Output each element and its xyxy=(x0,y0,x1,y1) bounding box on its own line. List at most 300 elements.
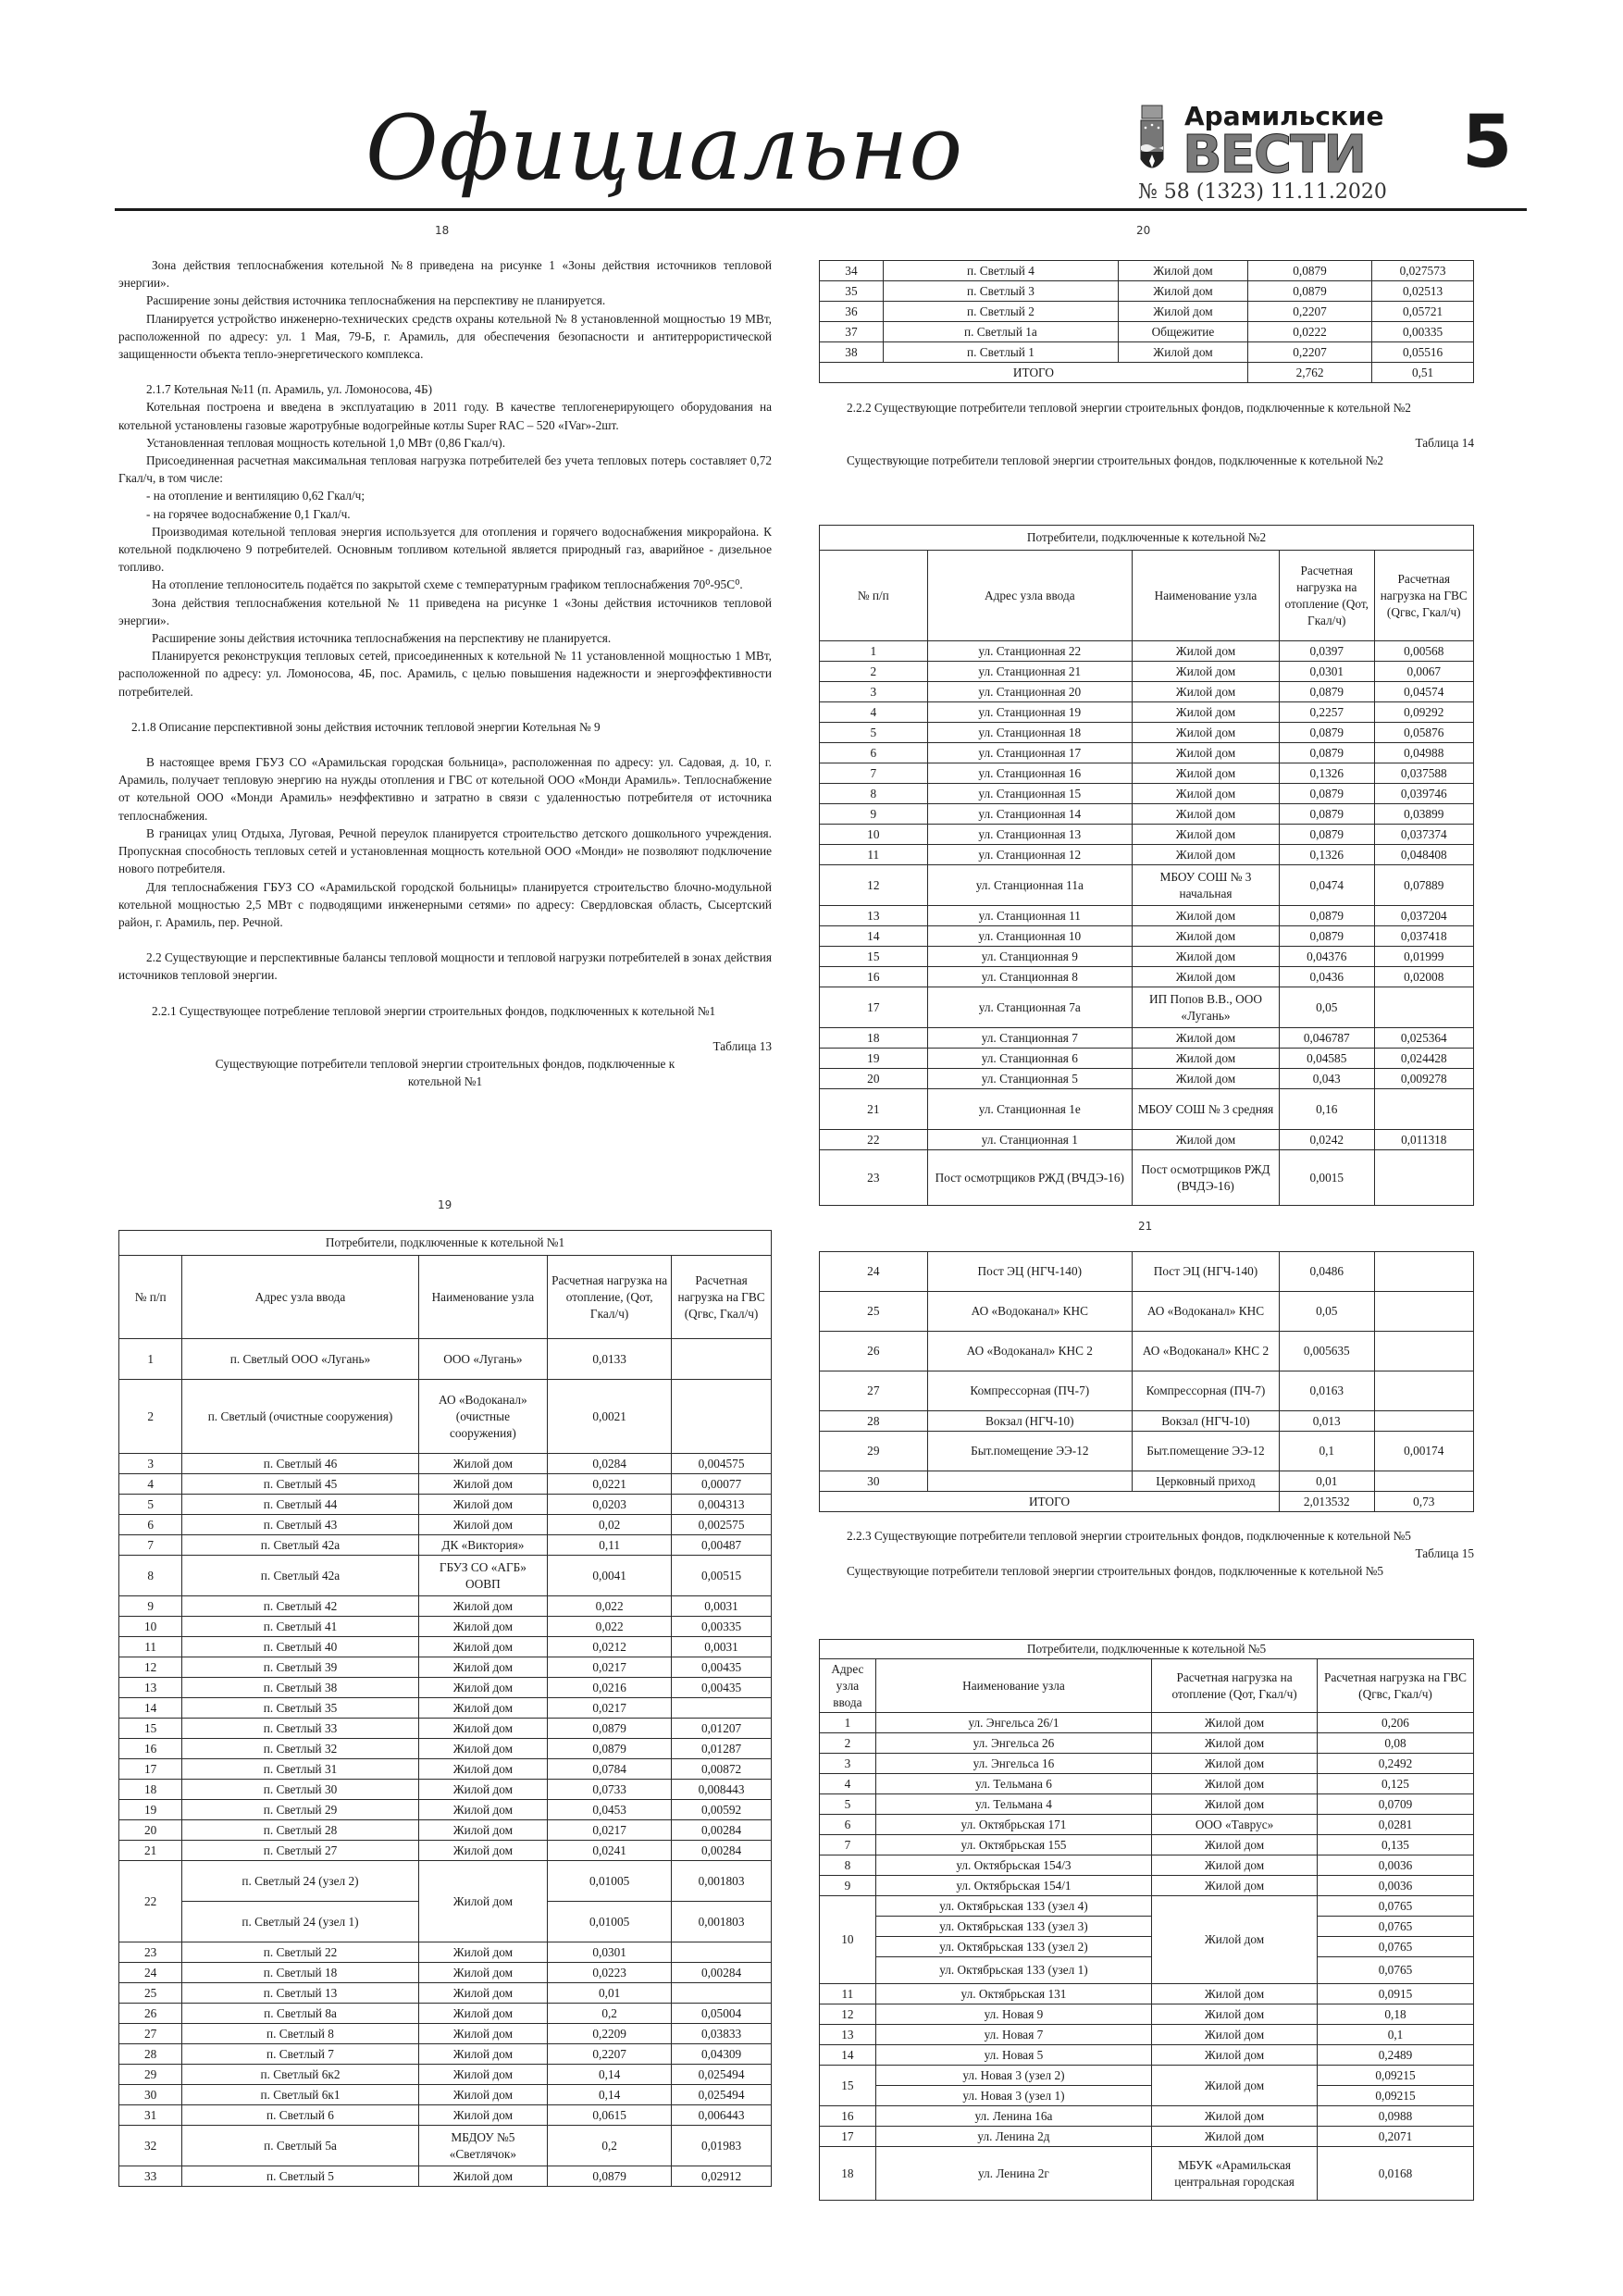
column-header: Расчетная нагрузка на ГВС (Qгвс, Гкал/ч) xyxy=(672,1256,772,1339)
table-row xyxy=(119,1841,772,1861)
row-number: 22 xyxy=(820,1130,928,1150)
table-row xyxy=(119,1657,772,1678)
address-cell: ул. Энгельса 16 xyxy=(875,1754,1151,1774)
node-name-cell: Жилой дом xyxy=(1152,2004,1318,2025)
heating-load-cell: 0,0879 xyxy=(548,1719,672,1739)
address-cell: ул. Станционная 20 xyxy=(927,682,1132,702)
address-cell: ул. Станционная 16 xyxy=(927,763,1132,784)
address-cell: ул. Тельмана 4 xyxy=(875,1794,1151,1815)
hot-water-load-cell xyxy=(1374,1411,1474,1432)
load-cell: 0,0709 xyxy=(1318,1794,1474,1815)
right-article-text-2 xyxy=(819,1527,1474,1581)
node-name-cell: Жилой дом xyxy=(1132,804,1279,825)
column-header: Адрес узла ввода xyxy=(182,1256,418,1339)
total-heating-load: 2,762 xyxy=(1247,363,1371,383)
address-cell: ул. Октябрьская 133 (узел 1) xyxy=(875,1957,1151,1984)
row-number: 11 xyxy=(820,845,928,865)
heating-load-cell: 0,05 xyxy=(1280,987,1375,1028)
address-cell: ул. Станционная 14 xyxy=(927,804,1132,825)
row-number: 5 xyxy=(820,1794,876,1815)
address-cell: п. Светлый 6к1 xyxy=(182,2085,418,2105)
address-cell: ул. Октябрьская 171 xyxy=(875,1815,1151,1835)
row-number: 34 xyxy=(820,261,884,281)
row-number: 15 xyxy=(820,947,928,967)
address-cell: ул. Станционная 22 xyxy=(927,641,1132,662)
brand-name-main: ВЕСТИ xyxy=(1183,125,1366,185)
row-number: 19 xyxy=(119,1800,182,1820)
node-name-cell: ООО «Лугань» xyxy=(418,1339,548,1380)
address-cell: Компрессорная (ПЧ-7) xyxy=(927,1371,1132,1411)
row-number: 18 xyxy=(119,1780,182,1800)
address-cell: ул. Октябрьская 133 (узел 3) xyxy=(875,1917,1151,1937)
hot-water-load-cell: 0,025494 xyxy=(672,2065,772,2085)
node-name-cell: Жилой дом xyxy=(1152,1754,1318,1774)
table-row xyxy=(119,1617,772,1637)
address-cell: ул. Новая 3 (узел 2) xyxy=(875,2066,1151,2086)
hot-water-load-cell: 0,00515 xyxy=(672,1556,772,1596)
row-number: 3 xyxy=(119,1454,182,1474)
consumers-table-boiler-2-continued xyxy=(819,1251,1474,1512)
heating-load-cell: 0,0784 xyxy=(548,1759,672,1780)
address-cell: п. Светлый 32 xyxy=(182,1739,418,1759)
heating-load-cell: 0,0879 xyxy=(1280,723,1375,743)
table-row xyxy=(820,1917,1474,1937)
table-row xyxy=(820,1432,1474,1471)
table-row xyxy=(820,845,1474,865)
table-row xyxy=(820,1855,1474,1876)
node-name-cell: Жилой дом xyxy=(1118,281,1247,302)
table-14-part2 xyxy=(819,1251,1474,1512)
table-row xyxy=(119,1800,772,1820)
address-cell: ул. Станционная 5 xyxy=(927,1069,1132,1089)
table-caption: Существующие потребители тепловой энергии строительных фондов, подключенные к котельной №1 xyxy=(215,1056,675,1089)
section-heading: 2.2.2 Существующие потребители тепловой энергии строительных фондов, подключенные к котельной №2 xyxy=(847,401,1411,415)
heating-load-cell: 0,0879 xyxy=(1280,784,1375,804)
row-number: 1 xyxy=(820,1713,876,1733)
heating-load-cell: 0,0397 xyxy=(1280,641,1375,662)
address-cell: п. Светлый 45 xyxy=(182,1474,418,1495)
total-label: ИТОГО xyxy=(820,363,1248,383)
address-cell: п. Светлый 39 xyxy=(182,1657,418,1678)
row-number: 26 xyxy=(119,2004,182,2024)
address-cell: ул. Станционная 6 xyxy=(927,1049,1132,1069)
heating-load-cell: 0,0879 xyxy=(1280,682,1375,702)
row-number: 7 xyxy=(820,763,928,784)
table-row xyxy=(820,825,1474,845)
table-13-part2 xyxy=(819,260,1474,383)
table-row xyxy=(820,2147,1474,2201)
address-cell: ул. Станционная 12 xyxy=(927,845,1132,865)
right-article-text-1 xyxy=(819,399,1474,470)
row-number: 17 xyxy=(820,987,928,1028)
hot-water-load-cell: 0,039746 xyxy=(1374,784,1474,804)
row-number: 7 xyxy=(820,1835,876,1855)
node-name-cell: Жилой дом xyxy=(1132,825,1279,845)
hot-water-load-cell xyxy=(1374,987,1474,1028)
node-name-cell: Жилой дом xyxy=(418,1841,548,1861)
table-row xyxy=(820,967,1474,987)
node-name-cell: Жилой дом xyxy=(1132,784,1279,804)
table-row xyxy=(119,2024,772,2044)
heating-load-cell: 0,0222 xyxy=(1247,322,1371,342)
row-number: 18 xyxy=(820,1028,928,1049)
row-number: 19 xyxy=(820,1049,928,1069)
row-number: 14 xyxy=(820,2045,876,2066)
heating-load-cell: 0,2209 xyxy=(548,2024,672,2044)
row-number: 2 xyxy=(119,1380,182,1454)
paragraph: Присоединенная расчетная максимальная тепловая нагрузка потребителей без учета тепловых потерь составляет 0,72 Гкал/ч, в том числе: xyxy=(118,453,772,486)
load-cell: 0,0036 xyxy=(1318,1855,1474,1876)
address-cell: ул. Станционная 1е xyxy=(927,1089,1132,1130)
load-cell: 0,0765 xyxy=(1318,1896,1474,1917)
address-cell: ул. Ленина 16а xyxy=(875,2106,1151,2127)
column-header: № п/п xyxy=(820,551,928,641)
node-name-cell: Жилой дом xyxy=(1152,1774,1318,1794)
table-row xyxy=(820,1069,1474,1089)
table-row xyxy=(820,1896,1474,1917)
address-cell: п. Светлый 42 xyxy=(182,1596,418,1617)
node-name-cell: Жилой дом xyxy=(418,1780,548,1800)
table-row xyxy=(820,723,1474,743)
column-header: Расчетная нагрузка на ГВС (Qгвс, Гкал/ч) xyxy=(1318,1659,1474,1713)
address-cell: ул. Тельмана 6 xyxy=(875,1774,1151,1794)
hot-water-load-cell: 0,05721 xyxy=(1372,302,1474,322)
row-number: 5 xyxy=(119,1495,182,1515)
total-heating-load: 2,013532 xyxy=(1280,1492,1375,1512)
table-row xyxy=(820,1130,1474,1150)
row-number: 9 xyxy=(820,804,928,825)
table-row xyxy=(820,662,1474,682)
node-name-cell: Жилой дом xyxy=(418,1454,548,1474)
table-row xyxy=(820,1049,1474,1069)
table-row xyxy=(119,1495,772,1515)
node-name-cell: Жилой дом xyxy=(418,1515,548,1535)
table-row xyxy=(119,2065,772,2085)
table-row xyxy=(119,1637,772,1657)
row-number: 11 xyxy=(119,1637,182,1657)
table-row xyxy=(119,1556,772,1596)
heating-load-cell: 0,2257 xyxy=(1280,702,1375,723)
table-row xyxy=(820,947,1474,967)
hot-water-load-cell: 0,025364 xyxy=(1374,1028,1474,1049)
table-row xyxy=(820,342,1474,363)
column-header: Наименование узла xyxy=(875,1659,1151,1713)
row-number: 25 xyxy=(820,1292,928,1332)
hot-water-load-cell: 0,02912 xyxy=(672,2166,772,2187)
node-name-cell: Жилой дом xyxy=(418,1698,548,1719)
row-number: 24 xyxy=(820,1252,928,1292)
paragraph: Расширение зоны действия источника теплоснабжения на перспективу не планируется. xyxy=(152,631,612,646)
heating-load-cell: 0,0879 xyxy=(1247,261,1371,281)
heating-load-cell: 0,11 xyxy=(548,1535,672,1556)
row-number: 14 xyxy=(820,926,928,947)
hot-water-load-cell: 0,00335 xyxy=(672,1617,772,1637)
hot-water-load-cell: 0,002575 xyxy=(672,1515,772,1535)
row-number: 4 xyxy=(119,1474,182,1495)
column-header: Расчетная нагрузка на отопление (Qот, Гкал/ч) xyxy=(1152,1659,1318,1713)
hot-water-load-cell: 0,03899 xyxy=(1374,804,1474,825)
address-cell: ул. Новая 9 xyxy=(875,2004,1151,2025)
node-name-cell: Жилой дом xyxy=(1152,2025,1318,2045)
node-name-cell: Церковный приход xyxy=(1132,1471,1279,1492)
node-name-cell: Жилой дом xyxy=(1152,1713,1318,1733)
node-name-cell: Жилой дом xyxy=(418,1739,548,1759)
heating-load-cell: 0,02 xyxy=(548,1515,672,1535)
node-name-cell: ДК «Виктория» xyxy=(418,1535,548,1556)
heating-load-cell: 0,0221 xyxy=(548,1474,672,1495)
heating-load-cell: 0,046787 xyxy=(1280,1028,1375,1049)
table-row xyxy=(820,1984,1474,2004)
row-number: 10 xyxy=(119,1617,182,1637)
paragraph: Производимая котельной тепловая энергия используется для отопления и горячего водоснабжения микрорайона. К котельной подключено 9 потребителей. Основным топливом котельной является природный газ, аварийное - дизельное топливо. xyxy=(118,524,772,575)
hot-water-load-cell: 0,00284 xyxy=(672,1841,772,1861)
table-row xyxy=(820,322,1474,342)
hot-water-load-cell: 0,048408 xyxy=(1374,845,1474,865)
heating-load-cell: 0,005635 xyxy=(1280,1332,1375,1371)
address-cell: п. Светлый 44 xyxy=(182,1495,418,1515)
address-cell: АО «Водоканал» КНС xyxy=(927,1292,1132,1332)
table-row xyxy=(820,261,1474,281)
node-name-cell: Жилой дом xyxy=(418,1495,548,1515)
heating-load-cell: 0,0879 xyxy=(1247,281,1371,302)
heating-load-cell: 0,0242 xyxy=(1280,1130,1375,1150)
coat-of-arms-icon xyxy=(1138,104,1166,178)
column-header: Расчетная нагрузка на отопление (Qот, Гкал/ч) xyxy=(1280,551,1375,641)
node-name-cell: Жилой дом xyxy=(418,1596,548,1617)
row-number: 26 xyxy=(820,1332,928,1371)
table-row xyxy=(119,1759,772,1780)
node-name-cell: Жилой дом xyxy=(1152,1855,1318,1876)
table-row xyxy=(119,1596,772,1617)
section-heading: 2.1.7 Котельная №11 (п. Арамиль, ул. Ломоносова, 4Б) xyxy=(146,382,433,397)
address-cell: Пост ЭЦ (НГЧ-140) xyxy=(927,1252,1132,1292)
row-number: 9 xyxy=(820,1876,876,1896)
subpage-number: 20 xyxy=(1136,224,1151,237)
heating-load-cell: 0,0216 xyxy=(548,1678,672,1698)
hot-water-load-cell xyxy=(1374,1089,1474,1130)
row-number: 32 xyxy=(119,2126,182,2166)
address-cell: ул. Станционная 15 xyxy=(927,784,1132,804)
node-name-cell: Жилой дом xyxy=(1152,1896,1318,1984)
address-cell: ул. Новая 7 xyxy=(875,2025,1151,2045)
address-cell: п. Светлый 7 xyxy=(182,2044,418,2065)
row-number: 30 xyxy=(820,1471,928,1492)
heating-load-cell: 0,0301 xyxy=(1280,662,1375,682)
row-number: 18 xyxy=(820,2147,876,2201)
hot-water-load-cell: 0,00568 xyxy=(1374,641,1474,662)
column-header: Адрес узла ввода xyxy=(927,551,1132,641)
row-number: 4 xyxy=(820,702,928,723)
table-row xyxy=(820,281,1474,302)
heating-load-cell: 0,1 xyxy=(1280,1432,1375,1471)
table-row xyxy=(119,2004,772,2024)
address-cell: п. Светлый 6 xyxy=(182,2105,418,2126)
heating-load-cell: 0,0223 xyxy=(548,1963,672,1983)
table-row xyxy=(119,1983,772,2004)
node-name-cell: Быт.помещение ЭЭ-12 xyxy=(1132,1432,1279,1471)
address-cell: ул. Октябрьская 154/3 xyxy=(875,1855,1151,1876)
heating-load-cell: 0,0133 xyxy=(548,1339,672,1380)
total-hot-water-load: 0,51 xyxy=(1372,363,1474,383)
address-cell: ул. Станционная 11а xyxy=(927,865,1132,906)
paragraph: Расширение зоны действия источника теплоснабжения на перспективу не планируется. xyxy=(146,293,606,308)
address-cell: п. Светлый ООО «Лугань» xyxy=(182,1339,418,1380)
hot-water-load-cell: 0,00872 xyxy=(672,1759,772,1780)
node-name-cell: Жилой дом xyxy=(418,1800,548,1820)
table-row xyxy=(820,641,1474,662)
row-number: 8 xyxy=(820,784,928,804)
node-name-cell: Жилой дом xyxy=(1132,1028,1279,1049)
table-row xyxy=(820,2025,1474,2045)
hot-water-load-cell: 0,00174 xyxy=(1374,1432,1474,1471)
page-number: 5 xyxy=(1462,101,1513,184)
table-row xyxy=(820,1332,1474,1371)
row-number: 13 xyxy=(820,906,928,926)
address-cell: ул. Станционная 17 xyxy=(927,743,1132,763)
node-name-cell: Жилой дом xyxy=(1132,743,1279,763)
row-number: 35 xyxy=(820,281,884,302)
address-cell: п. Светлый 42а xyxy=(182,1556,418,1596)
node-name-cell: Жилой дом xyxy=(1132,967,1279,987)
node-name-cell: МБОУ СОШ № 3 средняя xyxy=(1132,1089,1279,1130)
address-cell: ул. Станционная 18 xyxy=(927,723,1132,743)
row-number: 6 xyxy=(119,1515,182,1535)
hot-water-load-cell: 0,00435 xyxy=(672,1657,772,1678)
heating-load-cell: 0,0203 xyxy=(548,1495,672,1515)
node-name-cell: Жилой дом xyxy=(418,2085,548,2105)
row-number: 6 xyxy=(820,1815,876,1835)
row-number: 6 xyxy=(820,743,928,763)
row-number: 12 xyxy=(820,2004,876,2025)
address-cell: п. Светлый 31 xyxy=(182,1759,418,1780)
hot-water-load-cell: 0,00284 xyxy=(672,1963,772,1983)
node-name-cell: Жилой дом xyxy=(1118,261,1247,281)
node-name-cell: Жилой дом xyxy=(1118,302,1247,322)
load-cell: 0,0765 xyxy=(1318,1957,1474,1984)
row-number: 29 xyxy=(119,2065,182,2085)
row-number: 16 xyxy=(820,2106,876,2127)
address-cell: ул. Станционная 13 xyxy=(927,825,1132,845)
hot-water-load-cell: 0,0031 xyxy=(672,1596,772,1617)
row-number: 13 xyxy=(119,1678,182,1698)
node-name-cell: МБДОУ №5 «Светлячок» xyxy=(418,2126,548,2166)
node-name-cell: Жилой дом xyxy=(418,1983,548,2004)
hot-water-load-cell: 0,037418 xyxy=(1374,926,1474,947)
row-number: 30 xyxy=(119,2085,182,2105)
address-cell: п. Светлый 29 xyxy=(182,1800,418,1820)
address-cell: п. Светлый 46 xyxy=(182,1454,418,1474)
hot-water-load-cell: 0,001803 xyxy=(672,1861,772,1902)
hot-water-load-cell: 0,004575 xyxy=(672,1454,772,1474)
heating-load-cell: 0,013 xyxy=(1280,1411,1375,1432)
table-row xyxy=(820,763,1474,784)
address-cell: ул. Ленина 2г xyxy=(875,2147,1151,2201)
heating-load-cell: 0,022 xyxy=(548,1617,672,1637)
address-cell: ул. Октябрьская 133 (узел 2) xyxy=(875,1937,1151,1957)
table-row xyxy=(119,2126,772,2166)
table-row xyxy=(820,1937,1474,1957)
row-number: 9 xyxy=(119,1596,182,1617)
row-number: 21 xyxy=(119,1841,182,1861)
row-number: 20 xyxy=(820,1069,928,1089)
address-cell: п. Светлый 6к2 xyxy=(182,2065,418,2085)
address-cell: п. Светлый 8а xyxy=(182,2004,418,2024)
row-number: 36 xyxy=(820,302,884,322)
load-cell: 0,0281 xyxy=(1318,1815,1474,1835)
node-name-cell: Жилой дом xyxy=(1152,2066,1318,2106)
heating-load-cell: 0,0284 xyxy=(548,1454,672,1474)
load-cell: 0,0988 xyxy=(1318,2106,1474,2127)
address-cell: п. Светлый 42а xyxy=(182,1535,418,1556)
heating-load-cell: 0,0879 xyxy=(1280,825,1375,845)
hot-water-load-cell xyxy=(672,1983,772,2004)
hot-water-load-cell: 0,00077 xyxy=(672,1474,772,1495)
table-row xyxy=(119,1380,772,1454)
paragraph: Для теплоснабжения ГБУЗ СО «Арамильской городской больницы» планируется строительство блочно-модульной котельной мощностью 2,5 МВт с подводящими инженерными сетями» по адресу: Свердловская область, Сысертский район, г. Арамиль, пер. Речной. xyxy=(118,879,772,929)
hot-water-load-cell: 0,001803 xyxy=(672,1902,772,1942)
hot-water-load-cell: 0,024428 xyxy=(1374,1049,1474,1069)
row-number: 29 xyxy=(820,1432,928,1471)
table-row xyxy=(119,1535,772,1556)
hot-water-load-cell: 0,05516 xyxy=(1372,342,1474,363)
heating-load-cell: 0,0041 xyxy=(548,1556,672,1596)
heating-load-cell: 0,0453 xyxy=(548,1800,672,1820)
heating-load-cell: 0,0879 xyxy=(1280,743,1375,763)
hot-water-load-cell: 0,05004 xyxy=(672,2004,772,2024)
table-row xyxy=(119,1739,772,1759)
row-number: 1 xyxy=(119,1339,182,1380)
table-row xyxy=(820,804,1474,825)
table-row xyxy=(119,1678,772,1698)
address-cell: п. Светлый 33 xyxy=(182,1719,418,1739)
node-name-cell: Жилой дом xyxy=(1132,662,1279,682)
address-cell: п. Светлый 35 xyxy=(182,1698,418,1719)
node-name-cell: Жилой дом xyxy=(418,1820,548,1841)
node-name-cell: Жилой дом xyxy=(418,1474,548,1495)
address-cell: п. Светлый 24 (узел 2) xyxy=(182,1861,418,1902)
hot-water-load-cell: 0,00592 xyxy=(672,1800,772,1820)
row-number: 8 xyxy=(820,1855,876,1876)
address-cell: ул. Энгельса 26 xyxy=(875,1733,1151,1754)
heating-load-cell: 0,14 xyxy=(548,2065,672,2085)
node-name-cell: Жилой дом xyxy=(1152,1835,1318,1855)
node-name-cell: Жилой дом xyxy=(418,2166,548,2187)
node-name-cell: Жилой дом xyxy=(418,1861,548,1942)
heating-load-cell: 0,0486 xyxy=(1280,1252,1375,1292)
subpage-number: 19 xyxy=(438,1198,452,1211)
node-name-cell: Жилой дом xyxy=(418,1719,548,1739)
row-number: 38 xyxy=(820,342,884,363)
column-header: Расчетная нагрузка на отопление, (Qот, Гкал/ч) xyxy=(548,1256,672,1339)
load-cell: 0,0765 xyxy=(1318,1917,1474,1937)
load-cell: 0,0168 xyxy=(1318,2147,1474,2201)
hot-water-load-cell: 0,01287 xyxy=(672,1739,772,1759)
address-cell: ул. Станционная 21 xyxy=(927,662,1132,682)
row-number: 37 xyxy=(820,322,884,342)
hot-water-load-cell: 0,03833 xyxy=(672,2024,772,2044)
hot-water-load-cell: 0,004313 xyxy=(672,1495,772,1515)
left-article-text xyxy=(118,256,772,1090)
heating-load-cell: 0,14 xyxy=(548,2085,672,2105)
table-row xyxy=(119,1719,772,1739)
address-cell: п. Светлый 27 xyxy=(182,1841,418,1861)
address-cell: п. Светлый 5 xyxy=(182,2166,418,2187)
table-title: Потребители, подключенные к котельной №5 xyxy=(820,1640,1474,1659)
section-title: Официально xyxy=(365,96,964,200)
column-header: Расчетная нагрузка на ГВС (Qгвс, Гкал/ч) xyxy=(1374,551,1474,641)
table-row xyxy=(820,2127,1474,2147)
node-name-cell: Жилой дом xyxy=(418,1617,548,1637)
